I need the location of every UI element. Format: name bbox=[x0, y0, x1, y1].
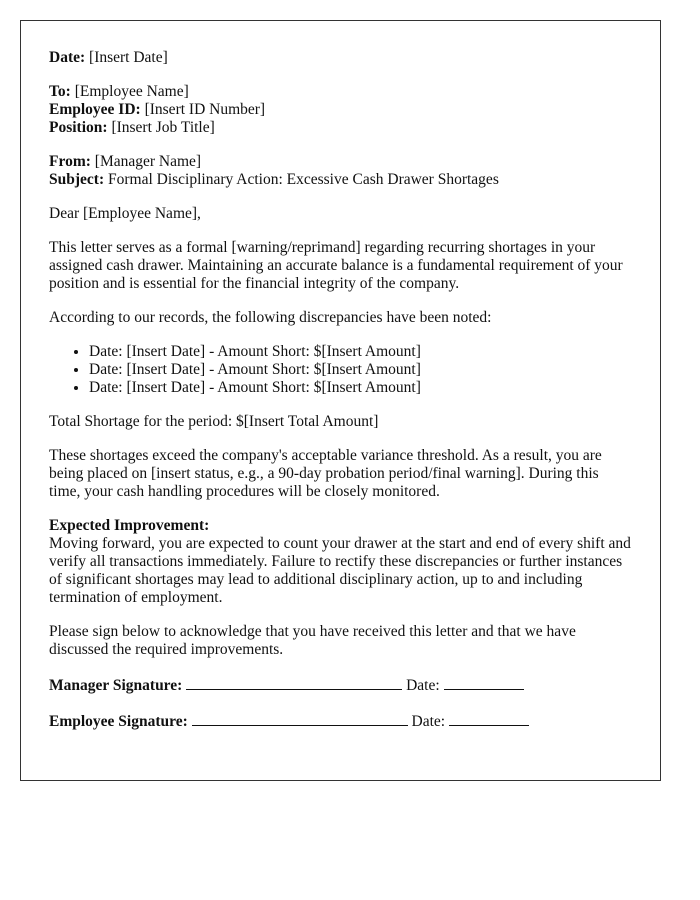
employee-signature-label: Employee Signature: bbox=[49, 713, 188, 730]
discrepancy-list bbox=[49, 343, 632, 397]
employee-date-line[interactable] bbox=[449, 711, 529, 726]
acknowledgement-paragraph: Please sign below to acknowledge that you have received this letter and that we have discussed the required improvements. bbox=[49, 623, 576, 658]
total-shortage: Total Shortage for the period: $[Insert Total Amount] bbox=[49, 413, 379, 430]
position-value: [Insert Job Title] bbox=[111, 119, 215, 136]
subject-label: Subject: bbox=[49, 171, 105, 188]
from-value: [Manager Name] bbox=[94, 153, 202, 170]
date-label: Date: bbox=[49, 49, 86, 66]
salutation: Dear [Employee Name], bbox=[49, 205, 201, 222]
manager-signature-label: Manager Signature: bbox=[49, 677, 183, 694]
employee-id-label: Employee ID: bbox=[49, 101, 141, 118]
discrepancy-item: • Date: [Insert Date] - Amount Short: $[Insert Amount] bbox=[89, 361, 632, 379]
sender-block bbox=[49, 153, 632, 189]
consequence-paragraph: These shortages exceed the company's acceptable variance threshold. As a result, you are being placed on [insert status, e.g., a 90-day probation period/final warning]. During this time, your cash handling procedures will be closely monitored. bbox=[49, 447, 602, 500]
employee-id-value: [Insert ID Number] bbox=[144, 101, 266, 118]
improvement-text: Moving forward, you are expected to count your drawer at the start and end of every shift and verify all transactions immediately. Failure to rectify these discrepancies or further instances of significant shortages may lead to additional disciplinary action, up to and including termination of employment. bbox=[49, 535, 631, 606]
employee-signature-line[interactable] bbox=[192, 711, 408, 726]
from-label: From: bbox=[49, 153, 91, 170]
date-line bbox=[49, 49, 632, 67]
discrepancy-item: • Date: [Insert Date] - Amount Short: $[Insert Amount] bbox=[89, 343, 632, 361]
date-value: [Insert Date] bbox=[89, 49, 168, 66]
position-label: Position: bbox=[49, 119, 108, 136]
recipient-block bbox=[49, 83, 632, 137]
manager-signature-row bbox=[49, 675, 632, 695]
manager-date-label: Date: bbox=[406, 677, 440, 694]
subject-value: Formal Disciplinary Action: Excessive Cash Drawer Shortages bbox=[107, 171, 499, 188]
employee-signature-row bbox=[49, 711, 632, 731]
improvement-heading: Expected Improvement: bbox=[49, 517, 210, 534]
manager-signature-line[interactable] bbox=[186, 675, 402, 690]
to-value: [Employee Name] bbox=[74, 83, 189, 100]
improvement-section bbox=[49, 517, 632, 607]
intro-paragraph: This letter serves as a formal [warning/reprimand] regarding recurring shortages in your assigned cash drawer. Maintaining an accurate balance is a fundamental requirement of your position and is essential for the financial integrity of the company. bbox=[49, 239, 623, 292]
discrepancy-item: • Date: [Insert Date] - Amount Short: $[Insert Amount] bbox=[89, 379, 632, 397]
manager-date-line[interactable] bbox=[444, 675, 524, 690]
records-intro: According to our records, the following discrepancies have been noted: bbox=[49, 309, 492, 326]
to-label: To: bbox=[49, 83, 71, 100]
employee-date-label: Date: bbox=[411, 713, 446, 730]
letter-document bbox=[20, 20, 661, 781]
